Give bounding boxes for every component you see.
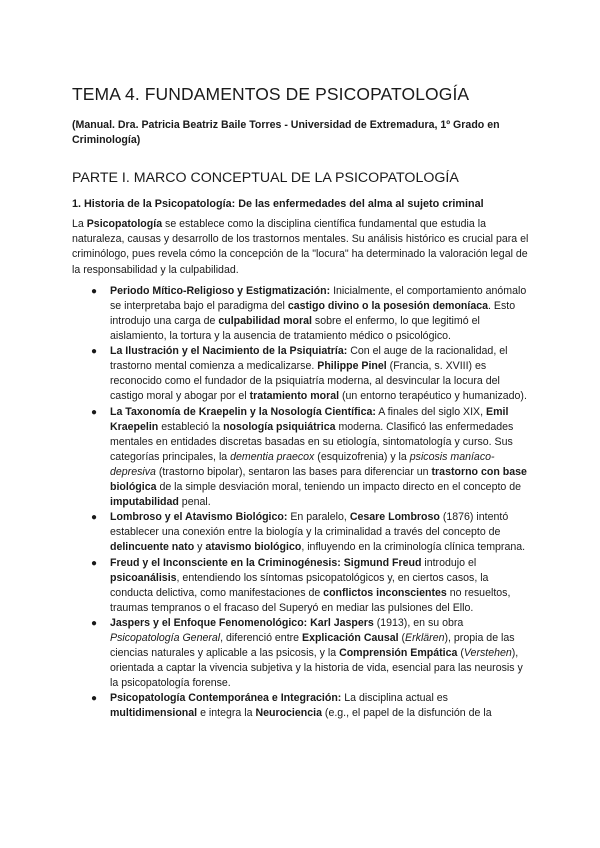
list-item-text xyxy=(110,692,492,719)
bold-text: culpabilidad moral xyxy=(218,315,312,327)
text-run: , diferenció entre xyxy=(220,631,302,644)
bold-text: nosología psiquiátrica xyxy=(223,420,336,433)
bold-text: Sigmund Freud xyxy=(343,556,422,569)
intro-paragraph xyxy=(72,217,532,278)
list-item-text xyxy=(110,557,510,614)
text-run: . Esto introdujo una carga de xyxy=(110,299,516,327)
text-run: moderna. Clasificó las enfermedades mentales en entidades discretas basadas en su etiología, sintomatología y curso. Sus categorías principales, la xyxy=(110,420,514,463)
text-run: (1913), en su obra xyxy=(373,616,464,629)
bold-text: La Taxonomía de Kraepelin y la Nosología Científica: xyxy=(110,405,376,418)
bold-text: La Ilustración y el Nacimiento de la Psiquiatría: xyxy=(110,345,348,358)
text-run: no resueltos, traumas tempranos o el fracaso del Superyó en mediar las pulsiones del Ello. xyxy=(110,586,511,614)
bold-text: Explicación Causal xyxy=(302,631,399,644)
italic-text: Psicopatología General xyxy=(110,631,221,644)
bullet-icon: ● xyxy=(91,346,98,358)
history-list xyxy=(72,284,532,722)
text-run: Inicialmente, el comportamiento anómalo se interpretaba bajo el paradigma del xyxy=(110,284,527,312)
bold-text: Neurociencia xyxy=(255,707,322,720)
text-run: de la simple desviación moral, teniendo un impacto directo en el concepto de xyxy=(156,481,522,494)
text-run: e integra la xyxy=(197,707,256,720)
italic-text: Erklären xyxy=(405,631,445,644)
bold-text: Cesare Lombroso xyxy=(349,511,440,524)
list-item xyxy=(72,510,532,555)
bold-text: atavismo biológico xyxy=(205,541,302,554)
text-run: (1876) intentó establecer una conexión entre la biología y la criminalidad a través del concepto de xyxy=(110,511,509,539)
document-subtitle: (Manual. Dra. Patricia Beatriz Baile Torres - Universidad de Extremadura, 1º Grado en Criminología) xyxy=(72,119,500,146)
text-run: (trastorno bipolar), sentaron las bases para diferenciar un xyxy=(155,465,432,478)
list-item-text xyxy=(110,285,526,342)
text-run: Con el auge de la racionalidad, el trastorno mental comienza a medicalizarse. xyxy=(110,345,508,373)
bold-text: psicoanálisis xyxy=(110,571,177,584)
list-item xyxy=(72,284,532,344)
list-item-text xyxy=(110,617,523,689)
text-run: ( xyxy=(398,631,406,644)
bold-text: Psicopatología xyxy=(86,218,163,230)
bold-text: Karl Jaspers xyxy=(310,616,374,629)
list-item xyxy=(72,616,532,691)
section-heading: 1. Historia de la Psicopatología: De las enfermedades del alma al sujeto criminal xyxy=(72,198,484,210)
text-run: (Francia, s. XVIII) es reconocido como el fundador de la psiquiatría moderna, al desvincular la locura del castigo moral y abogar por el xyxy=(110,360,500,403)
text-run: (un entorno terapéutico y humanizado). xyxy=(339,390,527,403)
text-run: introdujo el xyxy=(421,556,477,569)
list-item xyxy=(72,691,532,721)
text-run: ( xyxy=(457,647,464,660)
bold-text: Philippe Pinel xyxy=(317,360,387,373)
text-run: La xyxy=(72,218,87,230)
bold-text: delincuente nato xyxy=(110,541,195,554)
bullet-icon: ● xyxy=(91,693,98,705)
italic-text: dementia praecox xyxy=(230,450,315,463)
text-run: (esquizofrenia) y la xyxy=(314,450,410,463)
bold-text: Psicopatología Contemporánea e Integración: xyxy=(110,692,342,705)
bold-text: Emil Kraepelin xyxy=(110,405,509,433)
bold-text: conflictos inconscientes xyxy=(323,586,447,599)
text-run: A finales del siglo XIX, xyxy=(375,405,487,418)
text-run: ), propia de las ciencias naturales y aplicable a las psicosis, y la xyxy=(110,631,515,660)
text-run: y xyxy=(194,541,206,554)
text-run: se establece como la disciplina científica fundamental que estudia la naturaleza, causas y desarrollo de los trastornos mentales. Su análisis histórico es crucial para el criminólogo, pues revela cómo la concepción de la "locura" ha determinado la valoración legal de la responsabilidad y la culpabilidad. xyxy=(72,218,529,276)
bold-text: trastorno con base biológica xyxy=(110,465,527,494)
text-run: La disciplina actual es xyxy=(341,692,448,705)
text-run: sobre el enfermo, lo que legitimó el aislamiento, la tortura y la ausencia de tratamiento médico o psicológico. xyxy=(110,315,480,343)
text-run: estableció la xyxy=(158,420,224,433)
list-item-text xyxy=(110,406,527,509)
bold-text: tratamiento moral xyxy=(249,390,340,403)
bold-text: castigo divino o la posesión demoníaca xyxy=(287,299,489,312)
list-item-text xyxy=(110,511,525,553)
list-item xyxy=(72,556,532,616)
text-run: , entendiendo los síntomas psicopatológicos y, en ciertos casos, la conducta delictiva, como manifestaciones de xyxy=(110,571,489,599)
bullet-icon: ● xyxy=(91,406,98,418)
bold-text: Periodo Mítico-Religioso y Estigmatización: xyxy=(110,284,331,297)
part-heading: PARTE I. MARCO CONCEPTUAL DE LA PSICOPATOLOGÍA xyxy=(72,170,459,186)
bold-text: multidimensional xyxy=(110,707,198,720)
italic-text: psicosis maníaco-depresiva xyxy=(110,450,495,478)
bold-text: Comprensión Empática xyxy=(339,647,458,660)
text-run: ), orientada a captar la vivencia subjetiva y la historia de vida, esencial para las neurosis y la psicopatología forense. xyxy=(110,647,523,690)
list-item xyxy=(72,344,532,404)
bold-text: Lombroso y el Atavismo Biológico: xyxy=(110,511,288,524)
list-item-text xyxy=(110,345,527,402)
bullet-icon: ● xyxy=(91,617,98,629)
bold-text: Freud y el Inconsciente en la Criminogénesis: xyxy=(110,556,341,569)
bullet-icon: ● xyxy=(91,557,98,569)
list-item xyxy=(72,405,532,511)
bullet-icon: ● xyxy=(91,285,98,297)
bullet-icon: ● xyxy=(91,512,98,524)
bold-text: Jaspers y el Enfoque Fenomenológico: xyxy=(110,616,308,629)
text-run: (e.g., el papel de la disfunción de la xyxy=(321,707,492,720)
text-run: En paralelo, xyxy=(287,511,350,524)
italic-text: Verstehen xyxy=(463,647,512,660)
document-title: TEMA 4. FUNDAMENTOS DE PSICOPATOLOGÍA xyxy=(72,84,470,104)
bold-text: imputabilidad xyxy=(110,496,179,509)
text-run: penal. xyxy=(178,496,211,509)
text-run: , influyendo en la criminología clínica temprana. xyxy=(301,541,526,554)
